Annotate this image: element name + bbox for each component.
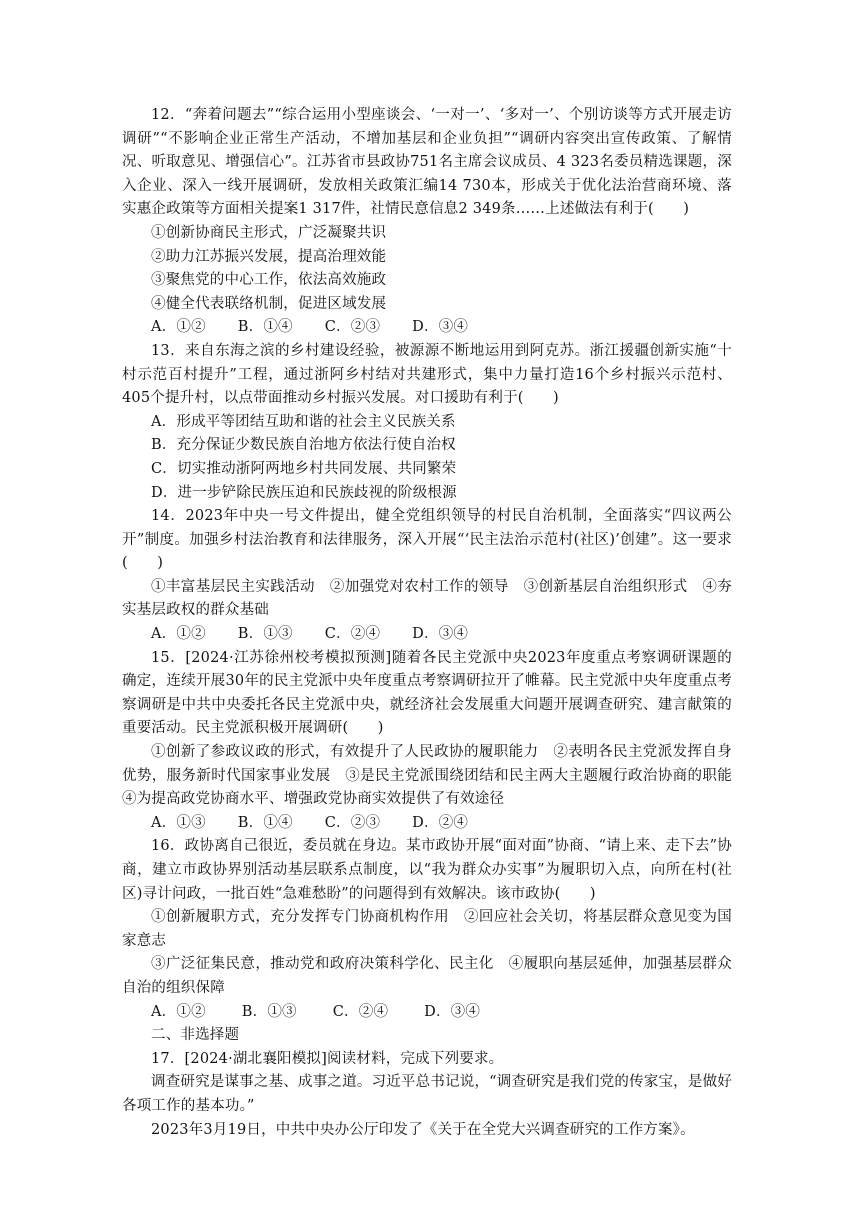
question-15-answers: [122, 812, 732, 836]
section-heading: 二、非选择题: [151, 1027, 240, 1044]
question-13-option-d: D．进一步铲除民族压迫和民族歧视的阶级根源: [151, 484, 457, 501]
answer-choice-d: D．③④: [412, 626, 469, 643]
answer-choice-c: C．②③: [324, 319, 381, 336]
question-17-paragraph-1: 调查研究是谋事之基、成事之道。习近平总书记说，“调查研究是我们党的传家宝，是做好各项工作的基本功。”: [122, 1074, 732, 1114]
question-17-stem: 17．[2024·湖北襄阳模拟]阅读材料，完成下列要求。: [151, 1050, 504, 1067]
answer-choice-b: B．①③: [241, 1003, 297, 1020]
question-15-options: ①创新了参政议政的形式，有效提升了人民政协的履职能力 ②表明各民主党派发挥自身优势，服务新时代国家事业发展 ③是民主党派围绕团结和民主两大主题履行政治协商的职能 ④为提高政党协商水平、增强政党协商实效提供了有效途径: [122, 744, 747, 808]
question-13-stem: 13．来自东海之滨的乡村建设经验，被源源不断地运用到阿克苏。浙江援疆创新实施“十村示范百村提升”工程，通过浙阿乡村结对共建形式，集中力量打造16个乡村振兴示范村、405个提升村，以点带面推动乡村振兴发展。对口援助有利于( ): [122, 342, 732, 407]
document-body: [122, 104, 747, 1142]
answer-choice-c: C．②④: [332, 1003, 389, 1020]
answer-choice-b: B．①④: [237, 319, 293, 336]
answer-choice-c: C．②③: [324, 814, 381, 831]
question-16-answers: [122, 1001, 732, 1025]
answer-choice-a: A．①②: [151, 319, 206, 336]
question-12-option-2: ②助力江苏振兴发展，提高治理效能: [151, 248, 387, 265]
question-16-options-1: ①创新履职方式，充分发挥专门协商机构作用 ②回应社会关切，将基层群众意见变为国家意志: [122, 909, 732, 949]
question-12-option-3: ③聚焦党的中心工作，依法高效施政: [151, 272, 387, 289]
question-12-option-4: ④健全代表联络机制，促进区域发展: [151, 295, 387, 312]
question-14-answers: [122, 623, 732, 647]
question-13-option-c: C．切实推动浙阿两地乡村共同发展、共同繁荣: [151, 460, 457, 477]
question-13-option-a: A．形成平等团结互助和谐的社会主义民族关系: [151, 413, 456, 430]
answer-choice-a: A．①②: [151, 1003, 206, 1020]
question-17-paragraph-2: 2023年3月19日，中共中央办公厅印发了《关于在全党大兴调查研究的工作方案》。: [151, 1121, 695, 1138]
answer-choice-b: B．①④: [237, 814, 293, 831]
answer-choice-d: D．③④: [412, 319, 469, 336]
answer-choice-c: C．②④: [324, 626, 381, 643]
question-13-option-b: B．充分保证少数民族自治地方依法行使自治权: [151, 437, 456, 454]
answer-choice-d: D．③④: [424, 1003, 481, 1020]
question-16-options-2: ③广泛征集民意，推动党和政府决策科学化、民主化 ④履职向基层延伸，加强基层群众自治的组织保障: [122, 956, 732, 996]
question-15-stem: 15．[2024·江苏徐州校考模拟预测]随着各民主党派中央2023年度重点考察调研课题的确定，连续开展30年的民主党派中央年度重点考察调研拉开了帷幕。民主党派中央年度重点考察调研是中共中央委托各民主党派中央，就经济社会发展重大问题开展调查研究、建言献策的重要活动。民主党派积极开展调研( ): [122, 649, 732, 737]
answer-choice-a: A．①②: [151, 626, 206, 643]
answer-choice-b: B．①③: [237, 626, 293, 643]
question-12-answers: [122, 316, 732, 340]
question-12-option-1: ①创新协商民主形式，广泛凝聚共识: [151, 224, 387, 241]
answer-choice-d: D．②④: [412, 814, 469, 831]
question-14-options: ①丰富基层民主实践活动 ②加强党对农村工作的领导 ③创新基层自治组织形式 ④夯实基层政权的群众基础: [122, 578, 732, 619]
question-12-stem: 12．“奔着问题去”“综合运用小型座谈会、‘一对一’、‘多对一’、个别访谈等方式开展走访调研”“不影响企业正常生产活动，不增加基层和企业负担”“调研内容突出宣传政策、了解情况、听取意见、增强信心”。江苏省市县政协751名主席会议成员、4 323名委员精选课题，深入企业、深入一线开展调研，发放相关政策汇编14 730本，形成关于优化法治营商环境、落实惠企政策等方面相关提案1 317件，社情民意信息2 349条……上述做法有利于( ): [122, 107, 732, 218]
answer-choice-a: A．①③: [151, 814, 206, 831]
question-16-stem: 16．政协离自己很近，委员就在身边。某市政协开展“面对面”协商、“请上来、走下去”协商，建立市政协界别活动基层联系点制度，以“我为群众办实事”为履职切入点，向所在村(社区)寻计问政，一批百姓“急难愁盼”的问题得到有效解决。该市政协( ): [122, 838, 732, 902]
question-14-stem: 14．2023年中央一号文件提出，健全党组织领导的村民自治机制，全面落实“四议两公开”制度。加强乡村法治教育和法律服务，深入开展“‘民主法治示范村(社区)’创建”。这一要求( ): [122, 508, 732, 572]
